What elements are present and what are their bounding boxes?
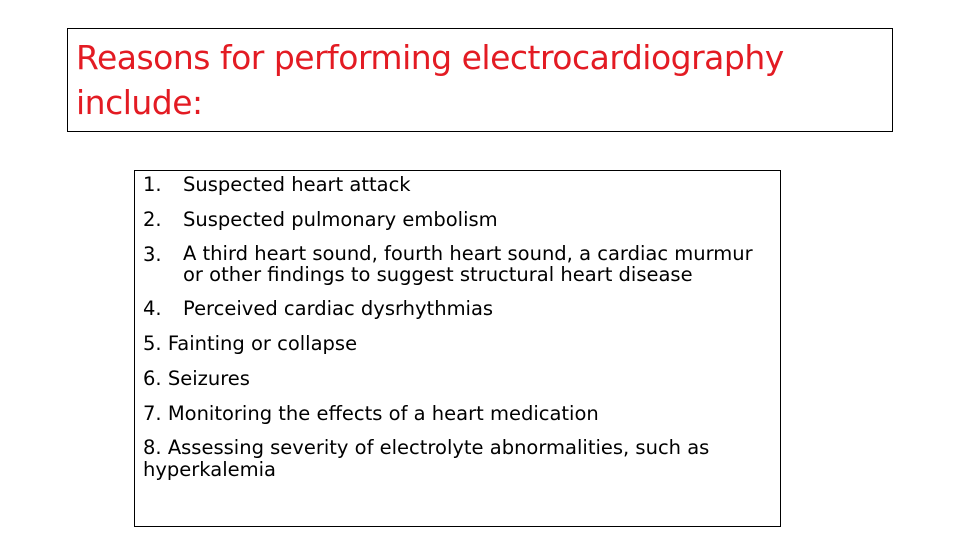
list-item	[143, 243, 772, 285]
list-item-number: 8.	[143, 436, 162, 459]
list-item	[143, 173, 772, 196]
list-item-number: 5.	[143, 332, 162, 355]
list-item-text: Seizures	[167, 367, 250, 390]
list-item-text: Perceived cardiac dysrhythmias	[183, 297, 494, 320]
list-item	[143, 297, 772, 320]
list-item-number: 3.	[143, 243, 162, 266]
list-item-text: Suspected pulmonary embolism	[183, 208, 498, 231]
list-item-number: 1.	[143, 173, 162, 196]
list-item-text: Monitoring the effects of a heart medication	[167, 402, 599, 425]
list-item-text: A third heart sound, fourth heart sound, a cardiac murmur or other findings to suggest structural heart disease	[183, 242, 753, 286]
list-item-number: 7.	[143, 402, 162, 425]
list-item-number: 6.	[143, 367, 162, 390]
list-item-number: 4.	[143, 297, 162, 320]
list-item	[143, 402, 772, 425]
list-item-text: Fainting or collapse	[167, 332, 358, 355]
list-item	[143, 208, 772, 231]
list-item-text: Assessing severity of electrolyte abnormalities, such as hyperkalemia	[143, 436, 710, 481]
slide-title: Reasons for performing electrocardiography include:	[76, 38, 784, 122]
list-item	[143, 367, 772, 390]
reasons-list	[134, 170, 781, 527]
list-item	[143, 332, 772, 355]
list-item-number: 2.	[143, 208, 162, 231]
list-item	[143, 437, 772, 481]
title-box	[67, 28, 893, 132]
list-item-text: Suspected heart attack	[183, 173, 411, 196]
